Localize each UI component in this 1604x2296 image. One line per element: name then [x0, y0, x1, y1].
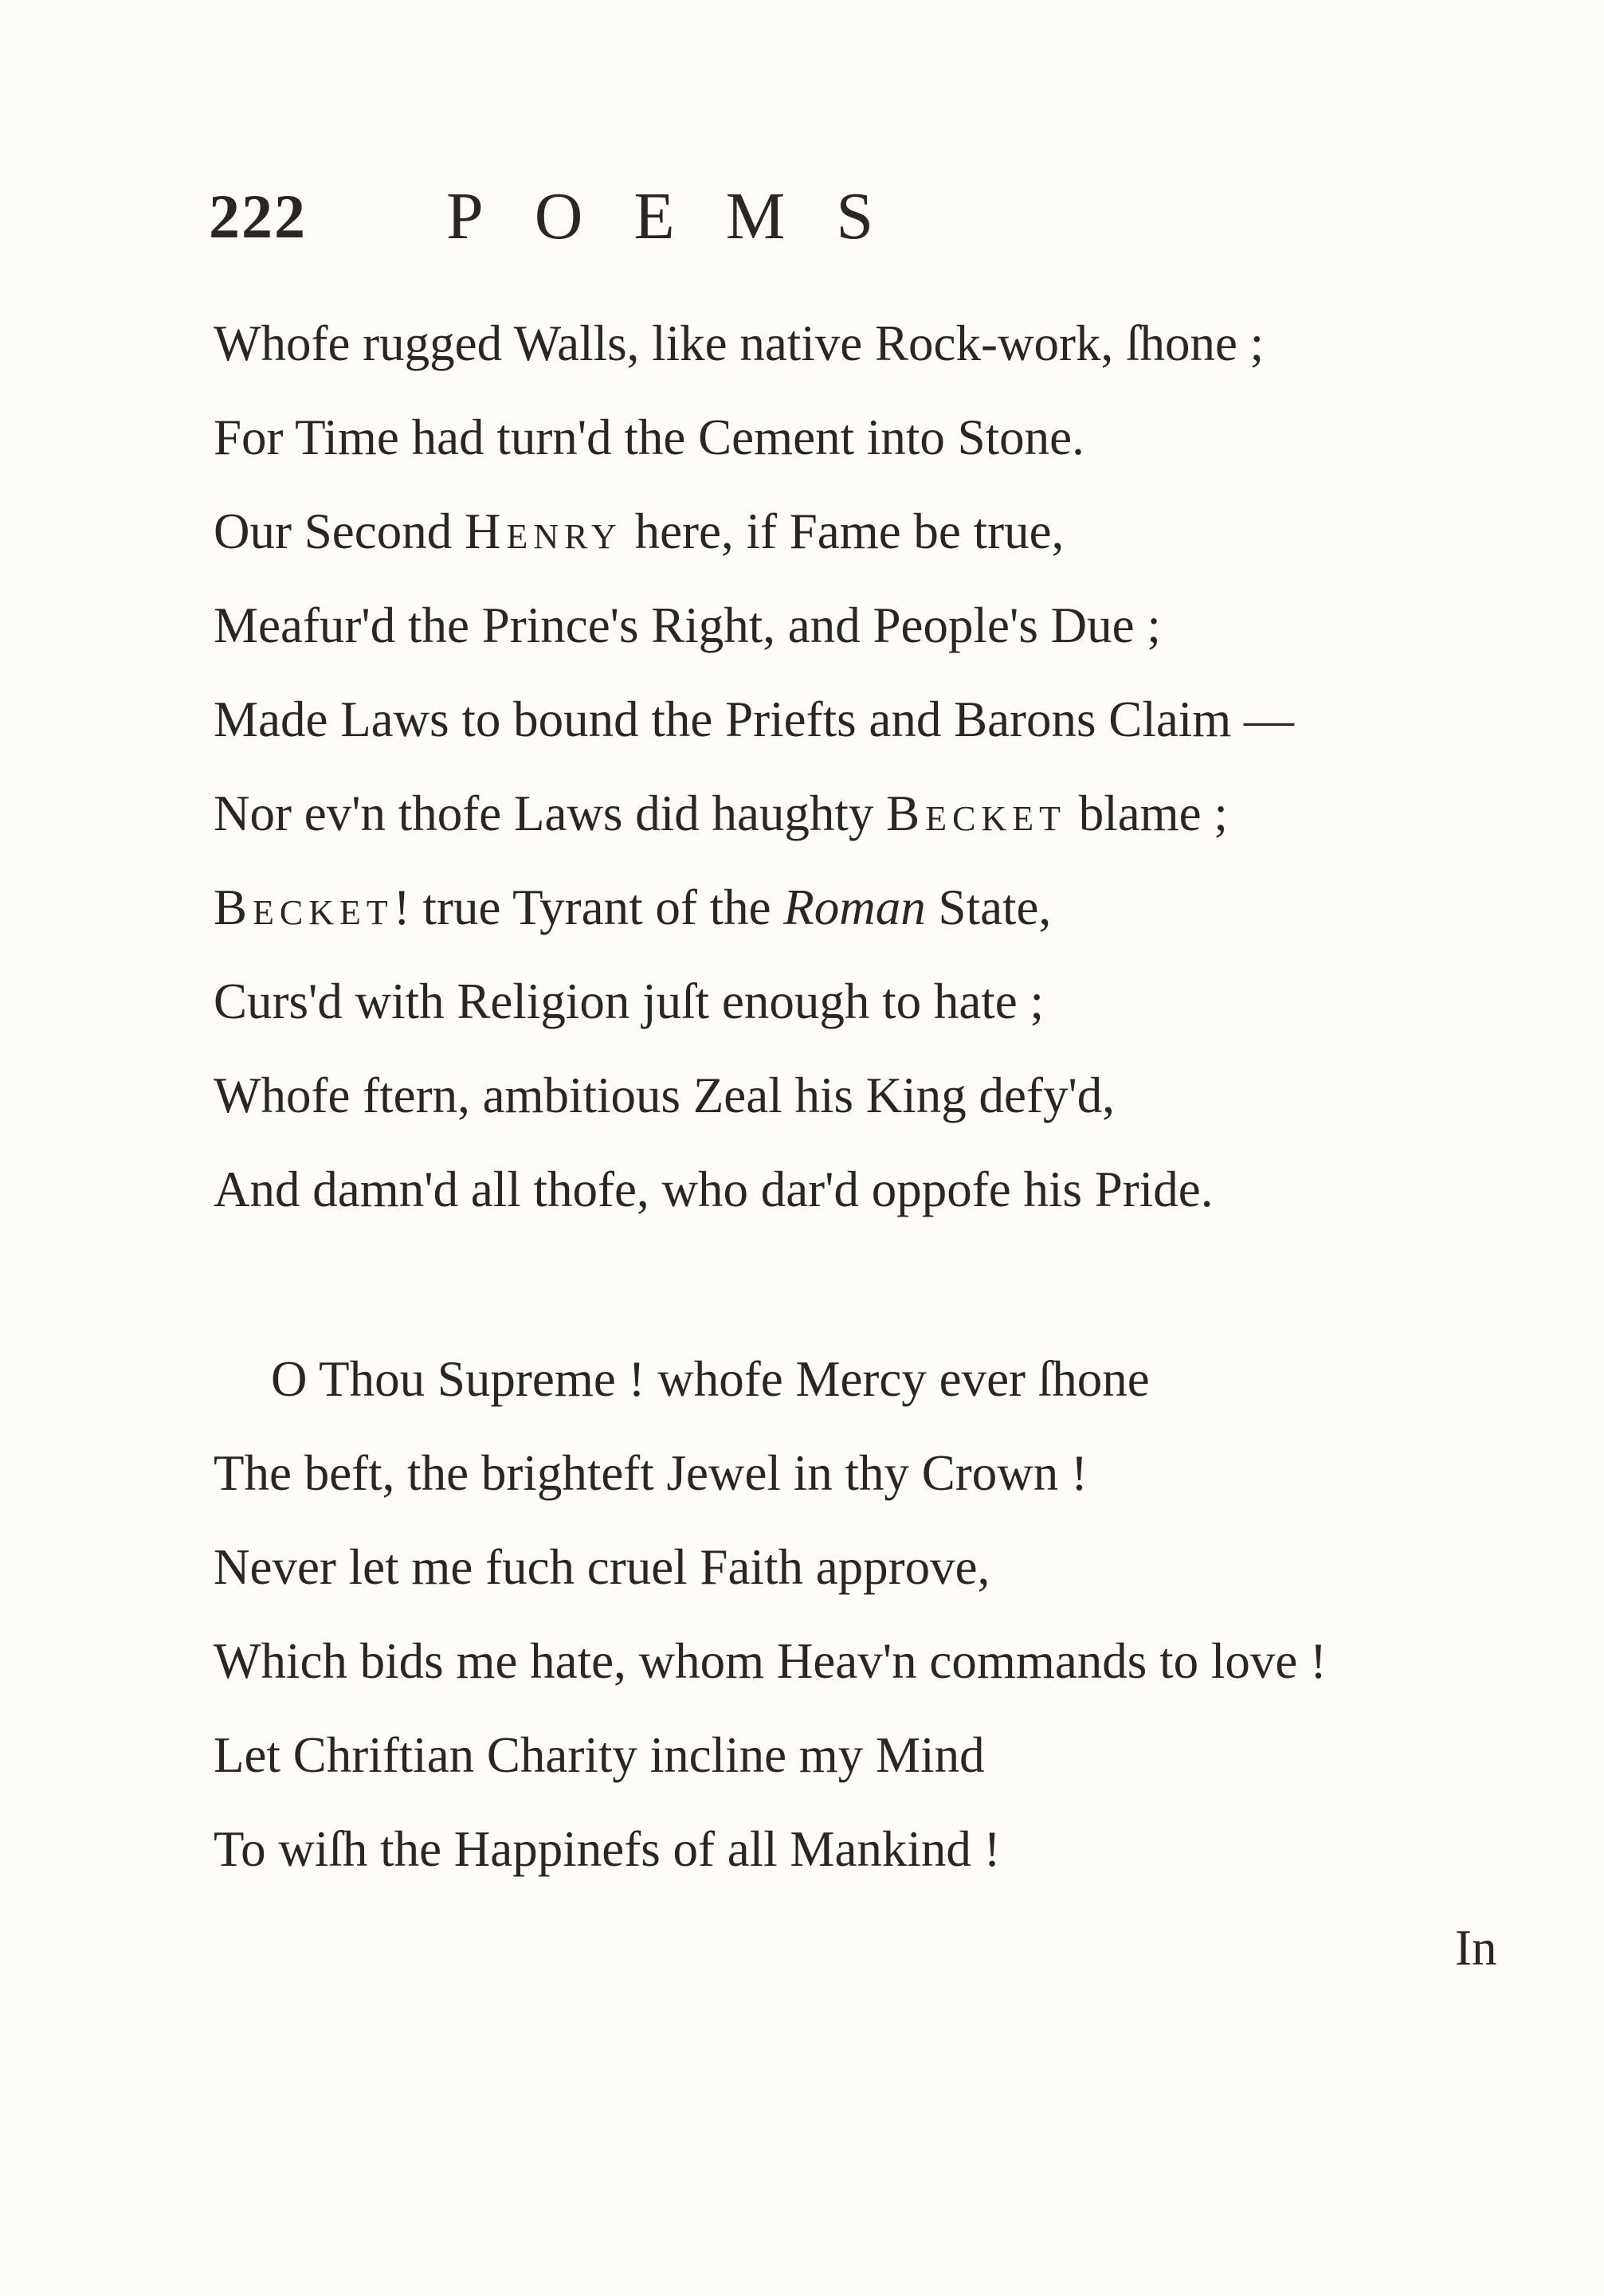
running-head: POEMS: [446, 179, 925, 253]
name-becket: Becket: [214, 880, 394, 935]
verse-line: [214, 1332, 1504, 1426]
line-text: Whofe rugged Walls, like native Rock-work, ſhone ;: [214, 315, 1265, 371]
page-number: 222: [209, 182, 307, 251]
verse-line: [214, 1426, 1504, 1520]
line-text: And damn'd all thofe, who dar'd oppofe his Pride.: [214, 1162, 1214, 1217]
line-text: For Time had turn'd the Cement into Stone.: [214, 409, 1084, 465]
line-text: Nor ev'n thofe Laws did haughty: [214, 786, 887, 841]
verse-line: [214, 578, 1504, 672]
line-text: Let Chriftian Charity incline my Mind: [214, 1727, 985, 1783]
verse-line: [214, 672, 1504, 766]
line-text: Which bids me hate, whom Heav'n commands to love !: [214, 1633, 1328, 1689]
catchword: In: [1455, 1920, 1497, 1976]
verse-line: [214, 1614, 1504, 1708]
name-henry: Henry: [464, 503, 622, 559]
line-text: O Thou Supreme ! whofe Mercy ever ſhone: [271, 1351, 1150, 1407]
line-text: ! true Tyrant of the: [393, 880, 784, 935]
name-becket: Becket: [886, 786, 1066, 841]
line-text: Whofe ftern, ambitious Zeal his King defy'd,: [214, 1068, 1116, 1123]
verse-line: [214, 1708, 1504, 1802]
line-text: Made Laws to bound the Priefts and Barons Claim —: [214, 692, 1295, 747]
verse-line: [214, 390, 1504, 484]
verse-line: [214, 860, 1504, 954]
verse-line: [214, 484, 1504, 578]
line-text: To wiſh the Happinefs of all Mankind !: [214, 1821, 1001, 1877]
verse-line: [214, 296, 1504, 390]
stanza-1: [214, 296, 1504, 1236]
verse-line: [214, 1520, 1504, 1614]
verse-line: [214, 1802, 1504, 1896]
line-text: Meafur'd the Prince's Right, and People's Due ;: [214, 598, 1161, 653]
line-text: The beft, the brighteft Jewel in thy Crown !: [214, 1445, 1088, 1501]
line-text: blame ;: [1065, 786, 1228, 841]
verse-line: [214, 766, 1504, 860]
verse-line: [214, 954, 1504, 1048]
line-text: Never let me fuch cruel Faith approve,: [214, 1539, 990, 1595]
line-text: Our Second: [214, 503, 465, 559]
verse-line: [214, 1048, 1504, 1142]
line-text: State,: [925, 880, 1052, 935]
line-text: here, if Fame be true,: [622, 503, 1065, 559]
stanza-2: [214, 1332, 1504, 1896]
line-text: Curs'd with Religion juſt enough to hate ;: [214, 974, 1045, 1029]
word-roman: Roman: [783, 880, 926, 935]
verse-line: [214, 1142, 1504, 1236]
